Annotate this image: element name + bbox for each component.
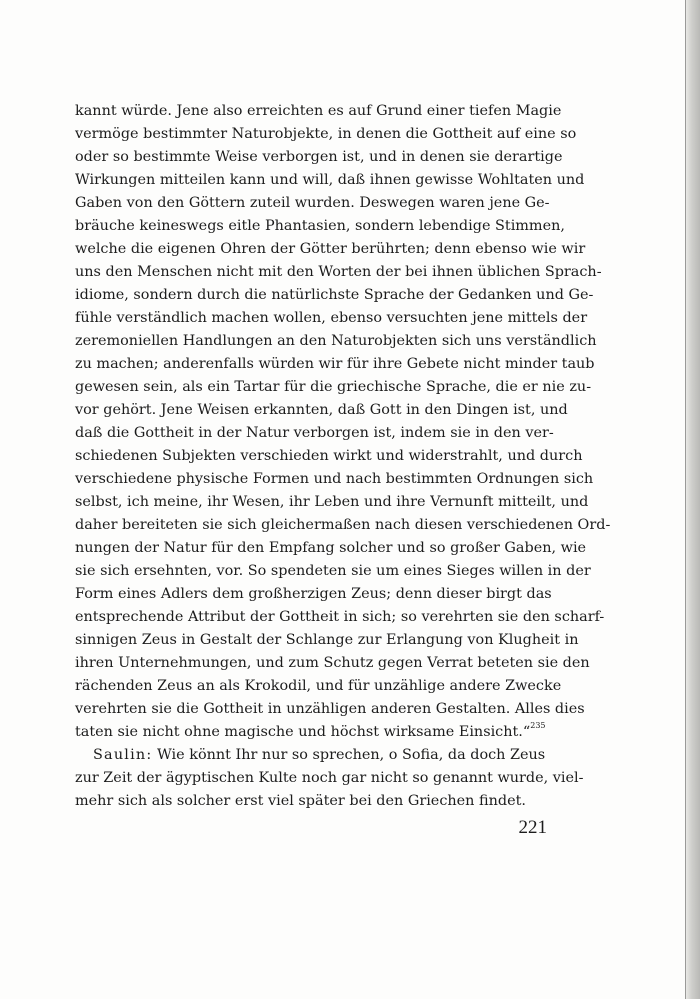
- page-edge-shadow: [686, 0, 700, 999]
- text-line: welche die eigenen Ohren der Götter berührten; denn ebenso wie wir: [75, 241, 586, 257]
- text-line: rächenden Zeus an als Krokodil, und für unzählige andere Zwecke: [75, 678, 562, 694]
- text-line: idiome, sondern durch die natürlichste Sprache der Gedanken und Ge-: [75, 287, 594, 303]
- text-line: uns den Menschen nicht mit den Worten der bei ihnen üblichen Sprach-: [75, 264, 602, 280]
- text-line: daher bereiteten sie sich gleichermaßen nach diesen verschiedenen Ord-: [75, 517, 611, 533]
- speech-line: [75, 744, 546, 767]
- text-line: selbst, ich meine, ihr Wesen, ihr Leben und ihre Vernunft mitteilt, und: [75, 494, 589, 510]
- text-line: Wirkungen mitteilen kann und will, daß ihnen gewisse Wohltaten und: [75, 172, 585, 188]
- speech-line: zur Zeit der ägyptischen Kulte noch gar nicht so genannt wurde, viel-: [75, 770, 584, 786]
- text-line: Gaben von den Göttern zuteil wurden. Deswegen waren jene Ge-: [75, 195, 550, 211]
- body-text: [75, 100, 611, 813]
- text-line: sie sich ersehnten, vor. So spendeten sie um eines Sieges willen in der: [75, 563, 591, 579]
- page-number: 221: [518, 817, 547, 838]
- text-line: sinnigen Zeus in Gestalt der Schlange zur Erlangung von Klugheit in: [75, 632, 579, 648]
- text-line: schiedenen Subjekten verschieden wirkt und widerstrahlt, und durch: [75, 448, 583, 464]
- quote-end-text: taten sie nicht ohne magische und höchst wirksame Einsicht.“: [75, 724, 531, 740]
- text-line: kannt würde. Jene also erreichten es auf Grund einer tiefen Magie: [75, 103, 562, 119]
- speech-line: mehr sich als solcher erst viel später bei den Griechen findet.: [75, 793, 526, 809]
- text-line: ihren Unternehmungen, und zum Schutz gegen Verrat beteten sie den: [75, 655, 590, 671]
- text-line: fühle verständlich machen wollen, ebenso versuchten jene mittels der: [75, 310, 588, 326]
- speech-text: Wie könnt Ihr nur so sprechen, o Sofia, da doch Zeus: [157, 747, 546, 763]
- text-line: Form eines Adlers dem großherzigen Zeus; denn dieser birgt das: [75, 586, 552, 602]
- text-line: daß die Gottheit in der Natur verborgen ist, indem sie in den ver-: [75, 425, 554, 441]
- text-line: bräuche keineswegs eitle Phantasien, sondern lebendige Stimmen,: [75, 218, 565, 234]
- text-line: zu machen; anderenfalls würden wir für ihre Gebete nicht minder taub: [75, 356, 595, 372]
- footnote-reference: 235: [530, 721, 546, 730]
- text-line: nungen der Natur für den Empfang solcher und so großer Gaben, wie: [75, 540, 587, 556]
- speaker-label: Saulin:: [93, 747, 153, 763]
- text-line: vor gehört. Jene Weisen erkannten, daß Gott in den Dingen ist, und: [75, 402, 568, 418]
- text-line: gewesen sein, als ein Tartar für die griechische Sprache, die er nie zu-: [75, 379, 592, 395]
- text-line: zeremoniellen Handlungen an den Naturobjekten sich uns verständlich: [75, 333, 597, 349]
- text-line: vermöge bestimmter Naturobjekte, in denen die Gottheit auf eine so: [75, 126, 577, 142]
- text-line: entsprechende Attribut der Gottheit in sich; so verehrten sie den scharf-: [75, 609, 605, 625]
- quote-end-line: [75, 721, 546, 744]
- text-line: oder so bestimmte Weise verborgen ist, und in denen sie derartige: [75, 149, 563, 165]
- text-line: verehrten sie die Gottheit in unzähligen anderen Gestalten. Alles dies: [75, 701, 585, 717]
- text-line: verschiedene physische Formen und nach bestimmten Ordnungen sich: [75, 471, 594, 487]
